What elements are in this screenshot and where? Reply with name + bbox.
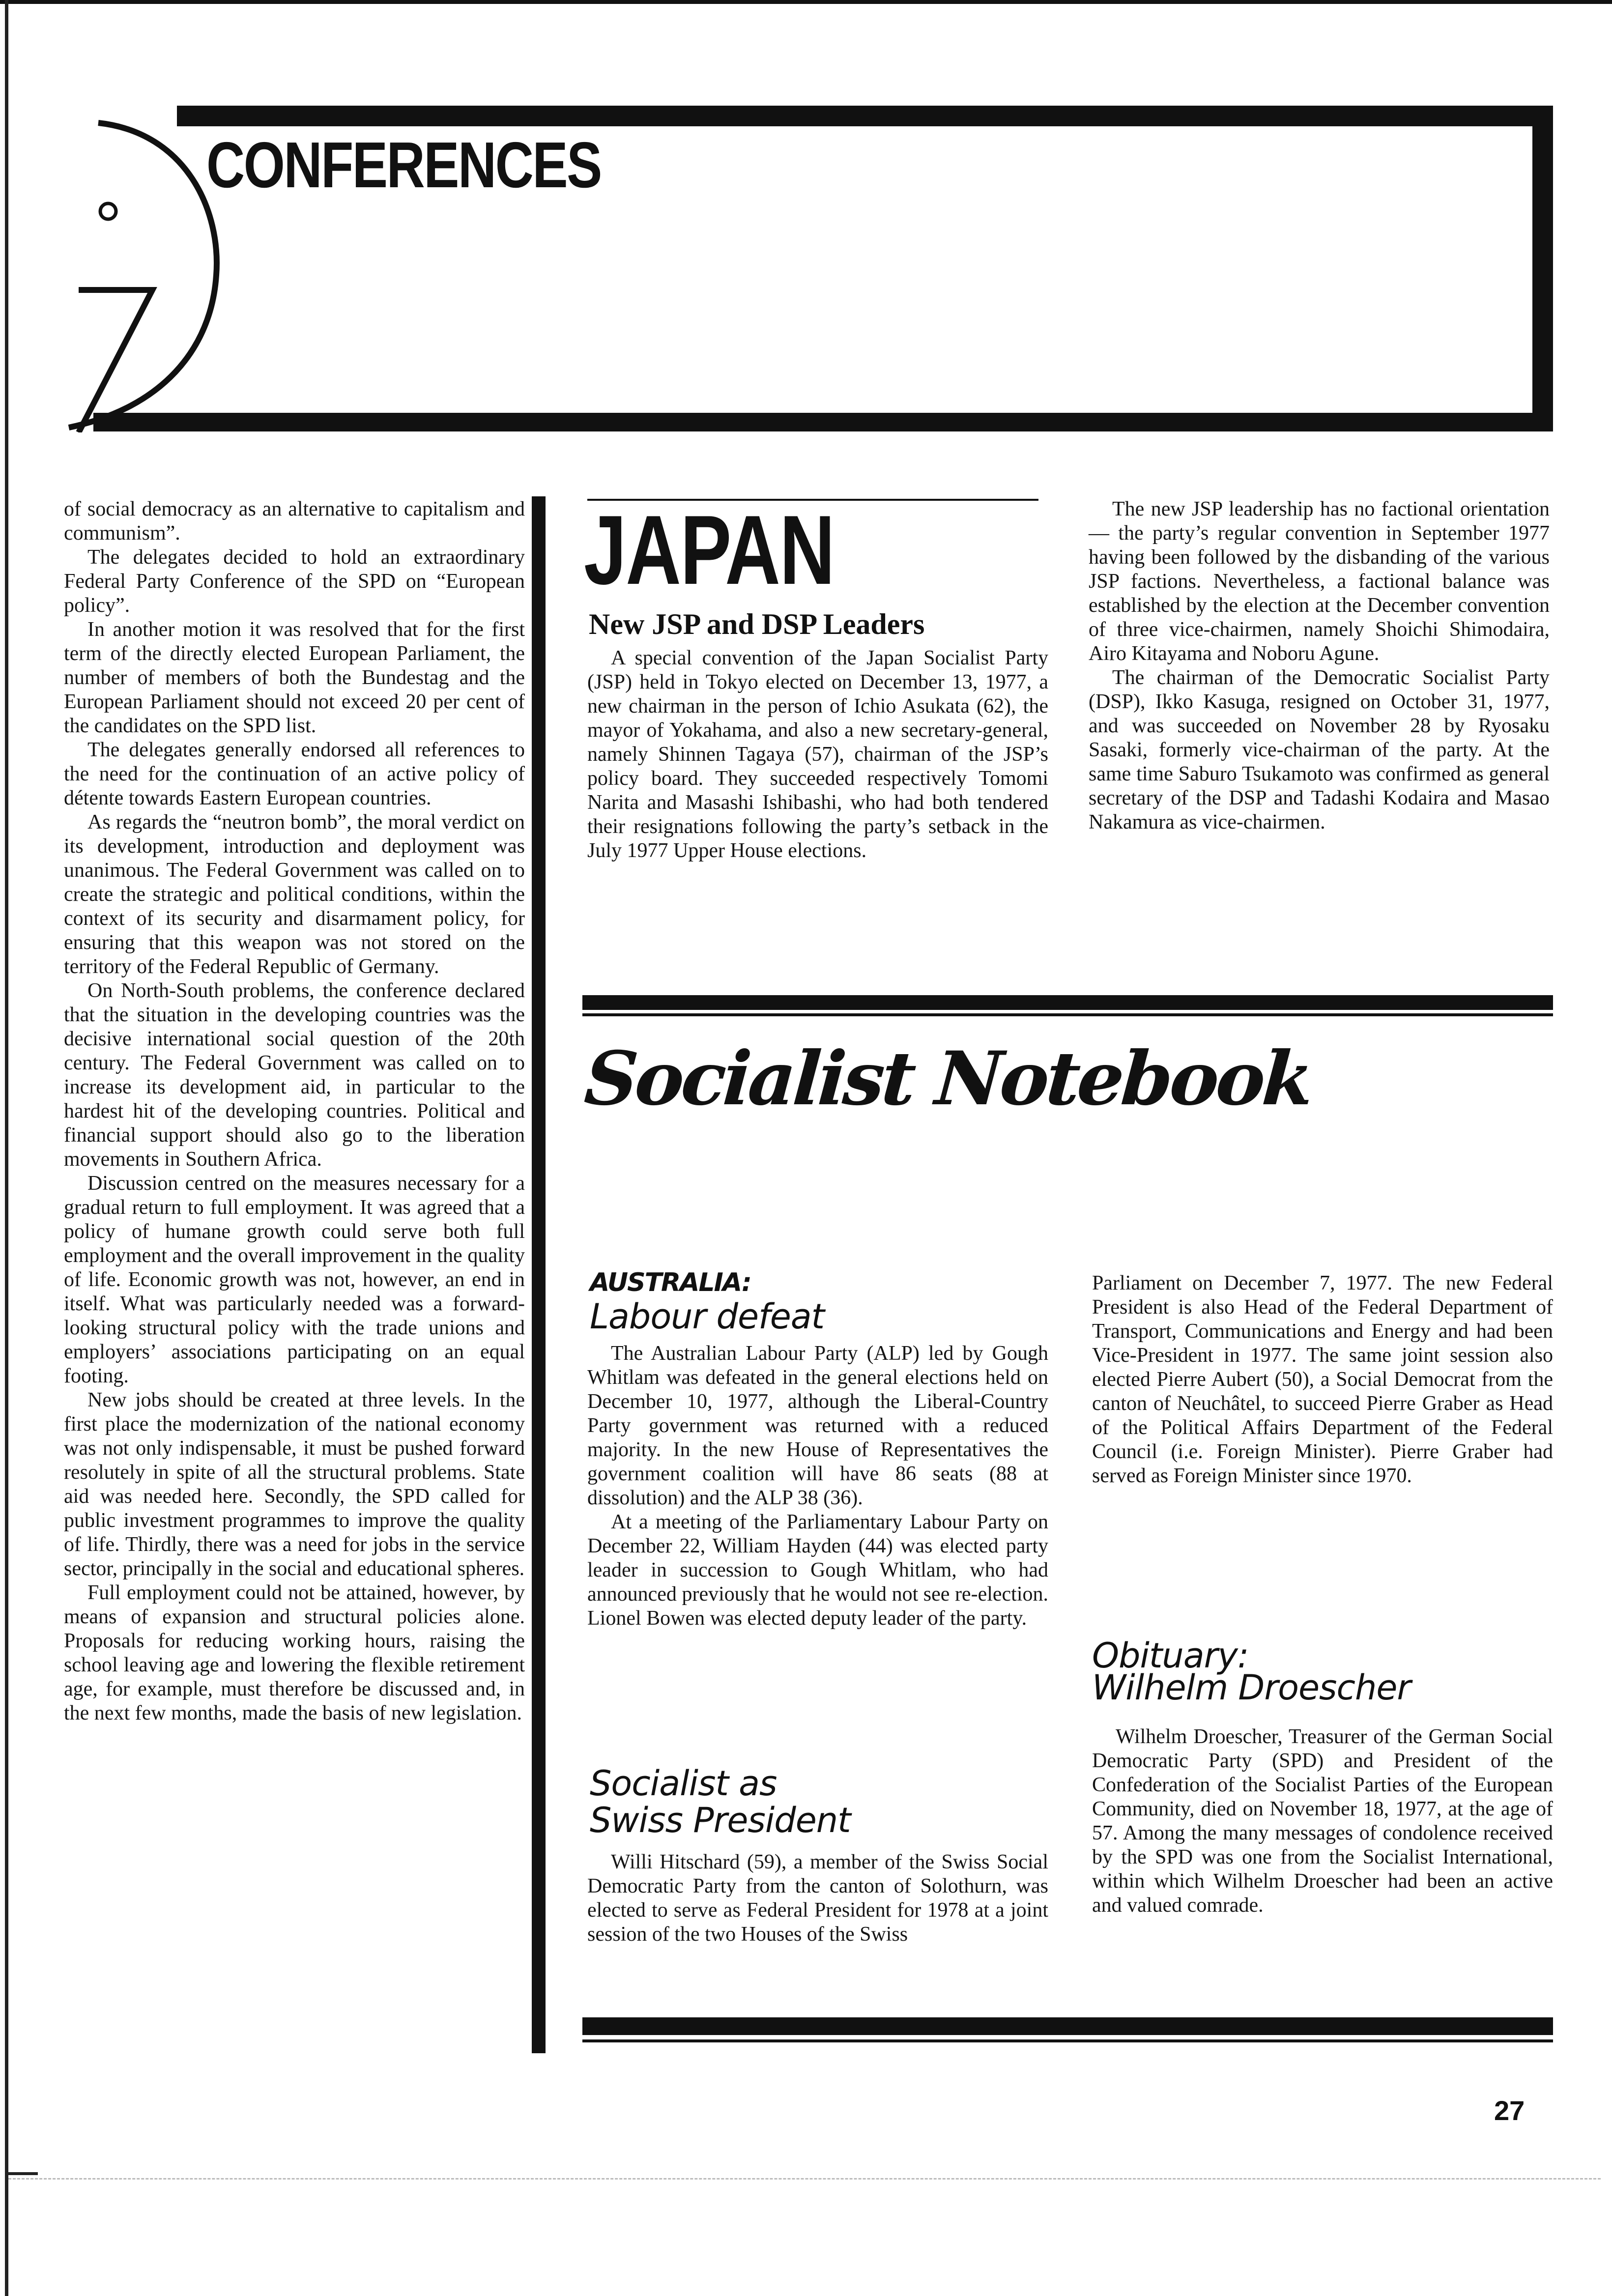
left-paragraph: of social democracy as an alternative to capitalism and communism”. — [64, 498, 525, 545]
page-number: 27 — [1494, 2095, 1525, 2126]
left-paragraph: On North-South problems, the conference declared that the situation in the developing countries was the decisive international social question of the 20th century. The Federal Government was called on to increase its development aid, in particular to the hardest hit of the developing countries. Political and financial support should also go to the liberation movements in Southern Africa. — [64, 979, 525, 1171]
notebook-title: Socialist Notebook — [581, 1035, 1314, 1122]
notebook-rule-bottom — [582, 2017, 1553, 2035]
page-left-edge — [5, 0, 8, 2296]
australia-article — [587, 1342, 1048, 1631]
left-paragraph: Full employment could not be attained, however, by means of expansion and structural policies alone. Proposals for reducing working hours, raising the school leaving age and lowering the flexible retirement age, for example, must therefore be discussed and, in the next few months, made the basis of new legislation. — [64, 1581, 525, 1724]
notebook-rule-bottom-thin — [582, 2039, 1553, 2042]
swiss-article — [587, 1850, 1048, 1947]
page-bottom-tick — [8, 2172, 38, 2175]
left-paragraph: In another motion it was resolved that for the first term of the directly elected European Parliament, the number of members of both the Bundestag and the European Parliament should not exceed 20 per cent of the candidates on the SPD list. — [64, 618, 525, 737]
left-paragraph: As regards the “neutron bomb”, the moral verdict on its development, introduction and deployment was unanimous. The Federal Government was called on to create the strategic and political conditions, within the context of its security and disarmament policy, for ensuring that this weapon was not stored on the territory of the Federal Republic of Germany. — [64, 811, 525, 978]
column-divider — [532, 496, 546, 2053]
swiss-paragraph: Willi Hitschard (59), a member of the Swiss Social Democratic Party from the canton of Solothurn, was elected to serve as Federal President for 1978 at a joint session of the two Houses of the Swiss — [587, 1851, 1048, 1946]
left-paragraph: Discussion centred on the measures necessary for a gradual return to full employment. It was agreed that a policy of humane growth could serve both full employment and the overall improvement in the quality of life. Economic growth was not, however, an end in itself. What was particularly needed was a forward-looking structural policy with the trade unions and employers’ associations participating on an equal footing. — [64, 1172, 525, 1387]
obituary-kicker: Obituary: — [1092, 1636, 1249, 1676]
banner-right-bar — [1532, 106, 1553, 431]
obituary-article — [1092, 1725, 1553, 1918]
japan-column-left — [587, 646, 1048, 863]
notebook-rule-top — [582, 995, 1553, 1010]
left-paragraph: The delegates generally endorsed all references to the need for the continuation of an active policy of détente towards Eastern European countries. — [64, 739, 525, 809]
page-bottom-edge — [8, 2178, 1601, 2180]
page-top-edge — [0, 0, 1612, 4]
australia-paragraph: At a meeting of the Parliamentary Labour Party on December 22, William Hayden (44) was elected party leader in succession to Gough Whitlam, who had announced previously that he would not see re-election. Lionel Bowen was elected deputy leader of the party. — [587, 1511, 1048, 1630]
banner-bottom-bar — [93, 413, 1553, 431]
japan-heading: JAPAN — [584, 495, 835, 605]
notebook-rule-top-thin — [582, 1013, 1553, 1016]
japan-subheading: New JSP and DSP Leaders — [589, 608, 925, 640]
obituary-title: Wilhelm Droescher — [1092, 1667, 1411, 1708]
japan-paragraph: The new JSP leadership has no factional orientation — the party’s regular convention in September 1977 having been followed by the disbanding of the various JSP factions. Nevertheless, a factional balance was established by the election at the December convention of three vice-chairmen, namely Shoichi Shimodaira, Airo Kitayama and Noboru Agune. — [1089, 498, 1550, 665]
left-paragraph: The delegates decided to hold an extraordinary Federal Party Conference of the SPD on “European policy”. — [64, 546, 525, 617]
left-paragraph: New jobs should be created at three levels. In the first place the modernization of the national economy was not only indispensable, it must be pushed forward resolutely in spite of all the structural problems. State aid was needed here. Secondly, the SPD called for public investment programmes to improve the quality of life. Thirdly, there was a need for jobs in the service sector, principally in the social and educational spheres. — [64, 1389, 525, 1580]
australia-paragraph: The Australian Labour Party (ALP) led by Gough Whitlam was defeated in the general elections held on December 10, 1977, although the Liberal-Country Party government was returned with a reduced majority. In the new House of Representatives the government coalition will have 86 seats (88 at dissolution) and the ALP 38 (36). — [587, 1342, 1048, 1509]
swiss-paragraph-continued: Parliament on December 7, 1977. The new Federal President is also Head of the Federal Department of Transport, Communications and Energy and had been Vice-President in 1977. The same joint session also elected Pierre Aubert (50), a Social Democrat from the canton of Neuchâtel, to succeed Pierre Graber as Head of the Political Affairs Department of the Federal Council (i.e. Foreign Minister). Pierre Graber had served as Foreign Minister since 1970. — [1092, 1272, 1553, 1487]
japan-column-right — [1089, 497, 1550, 834]
swiss-title-line2: Swiss President — [590, 1800, 851, 1840]
australia-kicker: AUSTRALIA: — [590, 1268, 751, 1297]
banner-top-bar — [177, 106, 1553, 126]
section-title: CONFERENCES — [206, 129, 601, 201]
australia-title: Labour defeat — [590, 1296, 825, 1337]
swiss-title-line1: Socialist as — [590, 1763, 777, 1804]
obituary-paragraph: Wilhelm Droescher, Treasurer of the German Social Democratic Party (SPD) and President of the Confederation of the Socialist Parties of the European Community, died on November 18, 1977, at the age of 57. Among the many messages of condolence received by the SPD was one from the Socialist International, within which Wilhelm Droescher had been an active and valued comrade. — [1092, 1725, 1553, 1917]
japan-paragraph: The chairman of the Democratic Socialist Party (DSP), Ikko Kasuga, resigned on October 31, 1977, and was succeeded on November 28 by Ryosaku Sasaki, formerly vice-chairman of the party. At the same time Saburo Tsukamoto was confirmed as general secretary of the DSP and Tadashi Kodaira and Masao Nakamura as vice-chairmen. — [1089, 666, 1550, 833]
left-column — [64, 497, 525, 1725]
japan-paragraph: A special convention of the Japan Socialist Party (JSP) held in Tokyo elected on December 13, 1977, a new chairman in the person of Ichio Asukata (62), the mayor of Yokahama, and also a new secretary-general, namely Shinnen Tagaya (57), chairman of the JSP’s policy board. They succeeded respectively Tomomi Narita and Masashi Ishibashi, who had both tendered their resignations following the party’s setback in the July 1977 Upper House elections. — [587, 647, 1048, 862]
swiss-article-continued — [1092, 1271, 1553, 1488]
